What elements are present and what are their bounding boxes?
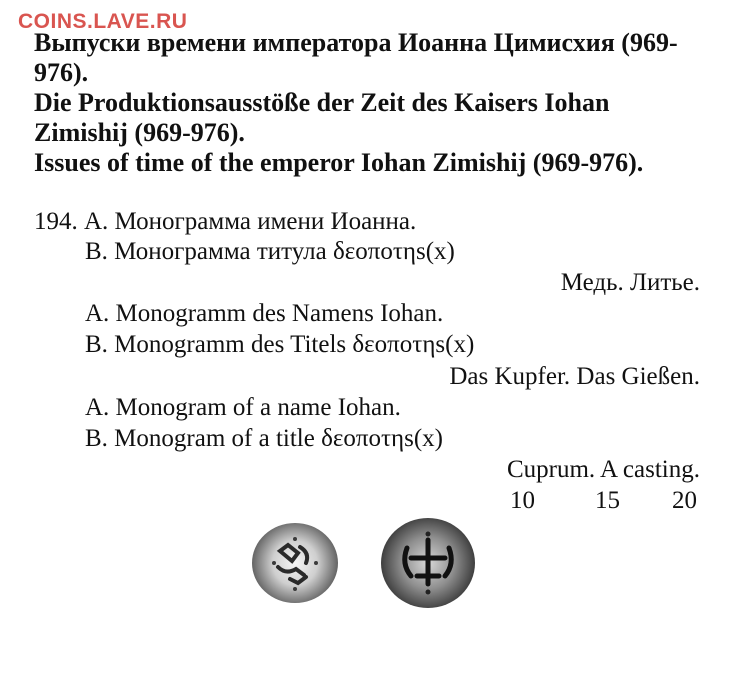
- size-label-20: 20: [672, 487, 697, 514]
- monogram-reverse-icon: [381, 518, 475, 608]
- coin-obverse-image: [252, 523, 338, 603]
- size-label-15: 15: [595, 487, 620, 514]
- entry-en-a: A. Monogram of a name Iohan.: [85, 394, 401, 421]
- entry-de-b: B. Monogramm des Titels δεοποτηs(x): [85, 331, 475, 358]
- entry-ru-b: В. Монограмма титула δεοποτηs(x): [85, 238, 455, 265]
- heading-de-line-2: Zimishij (969-976).: [34, 118, 245, 147]
- entry-ru-a: 194. А. Монограмма имени Иоанна.: [34, 208, 417, 235]
- section-heading: [34, 28, 700, 178]
- heading-ru-line-1: Выпуски времени императора Иоанна Цимисхия (969-: [34, 28, 678, 57]
- entry-de-a: A. Monogramm des Namens Iohan.: [85, 300, 444, 327]
- entry-ru-material: Медь. Литье.: [560, 269, 700, 296]
- heading-en-line-1: Issues of time of the emperor Iohan Zimishij (969-976).: [34, 148, 644, 177]
- entry-en-material: Cuprum. A casting.: [506, 456, 700, 483]
- heading-de-line-1: Die Produktionsausstöße der Zeit des Kaisers Iohan: [34, 88, 610, 117]
- entry-de-material: Das Kupfer. Das Gießen.: [449, 363, 700, 390]
- monogram-obverse-icon: [252, 523, 338, 603]
- entry-en-b: B. Monogram of a title δεοποτηs(x): [85, 425, 443, 452]
- size-label-10: 10: [510, 487, 535, 514]
- coin-reverse-image: [381, 518, 475, 608]
- watermark-text: COINS.LAVE.RU: [18, 10, 188, 33]
- heading-ru-line-2: 976).: [34, 58, 89, 87]
